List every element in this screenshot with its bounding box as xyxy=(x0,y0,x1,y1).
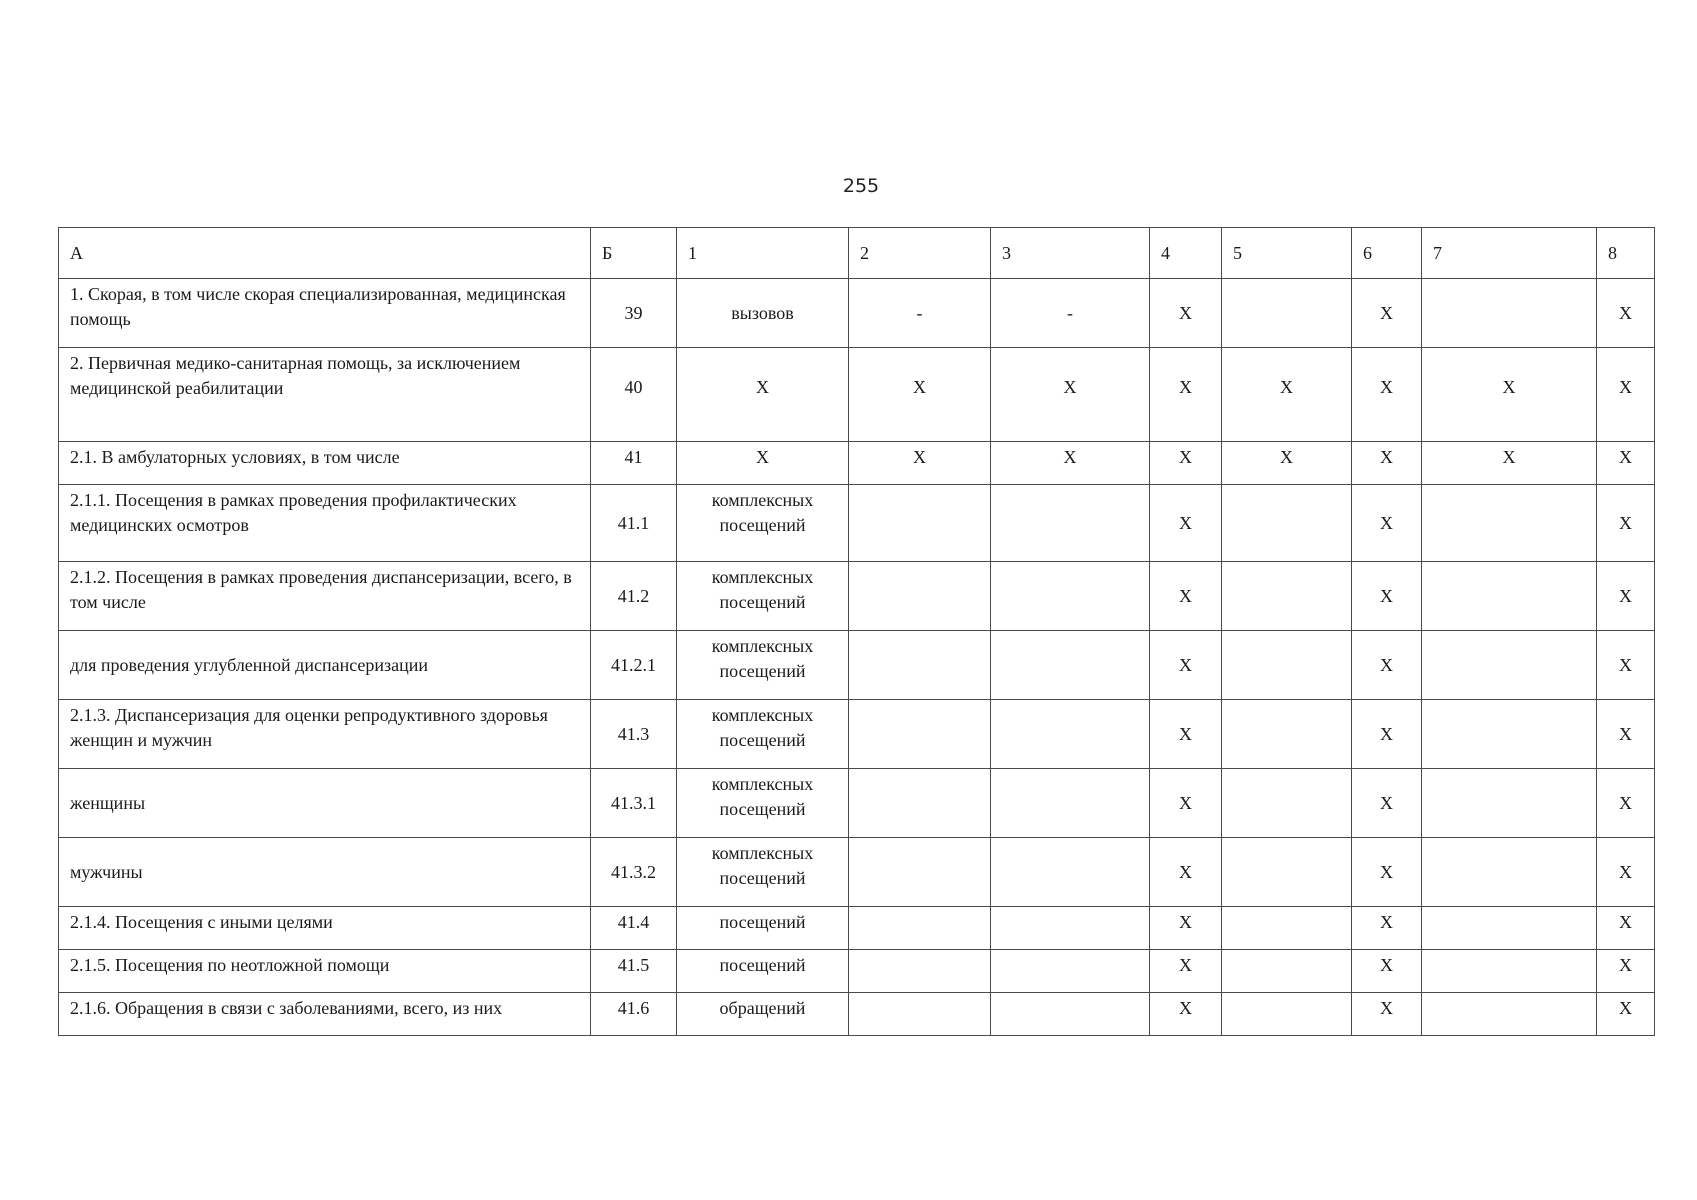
cell-col-4: X xyxy=(1150,950,1222,993)
cell-col-8: X xyxy=(1597,838,1655,907)
cell-col-7 xyxy=(1422,485,1597,562)
cell-col-5 xyxy=(1222,485,1352,562)
table-row xyxy=(59,993,1655,1036)
cell-col-6: X xyxy=(1352,950,1422,993)
row-unit: комплексных посещений xyxy=(677,700,849,769)
row-unit: комплексных посещений xyxy=(677,838,849,907)
table-row xyxy=(59,769,1655,838)
row-unit: посещений xyxy=(677,950,849,993)
cell-col-6: X xyxy=(1352,907,1422,950)
cell-col-7 xyxy=(1422,631,1597,700)
cell-col-8: X xyxy=(1597,907,1655,950)
cell-col-4: X xyxy=(1150,562,1222,631)
header-cell-2: 2 xyxy=(849,228,991,279)
cell-col-2 xyxy=(849,485,991,562)
table-row xyxy=(59,279,1655,348)
table-row xyxy=(59,631,1655,700)
cell-col-8: X xyxy=(1597,993,1655,1036)
table-row xyxy=(59,562,1655,631)
cell-col-4: X xyxy=(1150,838,1222,907)
header-cell-5: 5 xyxy=(1222,228,1352,279)
cell-col-5 xyxy=(1222,562,1352,631)
cell-col-6: X xyxy=(1352,562,1422,631)
row-name: 2.1.3. Диспансеризация для оценки репродуктивного здоровья женщин и мужчин xyxy=(59,700,591,769)
table-row xyxy=(59,442,1655,485)
cell-col-5 xyxy=(1222,993,1352,1036)
cell-col-4: X xyxy=(1150,279,1222,348)
cell-col-8: X xyxy=(1597,631,1655,700)
table-row xyxy=(59,907,1655,950)
cell-col-4: X xyxy=(1150,348,1222,442)
cell-col-5 xyxy=(1222,279,1352,348)
header-cell-4: 4 xyxy=(1150,228,1222,279)
row-unit: комплексных посещений xyxy=(677,485,849,562)
cell-col-3: - xyxy=(991,279,1150,348)
cell-col-2: X xyxy=(849,442,991,485)
row-name: 2.1. В амбулаторных условиях, в том числе xyxy=(59,442,591,485)
cell-col-2 xyxy=(849,769,991,838)
row-unit: посещений xyxy=(677,907,849,950)
cell-col-4: X xyxy=(1150,631,1222,700)
cell-col-3 xyxy=(991,993,1150,1036)
table-row xyxy=(59,838,1655,907)
row-name: для проведения углубленной диспансеризации xyxy=(59,631,591,700)
row-name: 2.1.6. Обращения в связи с заболеваниями, всего, из них xyxy=(59,993,591,1036)
row-name: женщины xyxy=(59,769,591,838)
header-cell-8: 8 xyxy=(1597,228,1655,279)
row-code: 41 xyxy=(591,442,677,485)
cell-col-2 xyxy=(849,907,991,950)
cell-col-6: X xyxy=(1352,700,1422,769)
header-cell-a: А xyxy=(59,228,591,279)
row-code: 40 xyxy=(591,348,677,442)
cell-col-3: X xyxy=(991,442,1150,485)
cell-col-8: X xyxy=(1597,700,1655,769)
cell-col-5 xyxy=(1222,700,1352,769)
row-name: мужчины xyxy=(59,838,591,907)
cell-col-8: X xyxy=(1597,442,1655,485)
row-code: 41.2 xyxy=(591,562,677,631)
row-name: 1. Скорая, в том числе скорая специализированная, медицинская помощь xyxy=(59,279,591,348)
cell-col-2 xyxy=(849,838,991,907)
row-code: 41.3.1 xyxy=(591,769,677,838)
header-cell-7: 7 xyxy=(1422,228,1597,279)
cell-col-2 xyxy=(849,631,991,700)
cell-col-8: X xyxy=(1597,485,1655,562)
cell-col-5 xyxy=(1222,631,1352,700)
cell-col-5 xyxy=(1222,950,1352,993)
cell-col-6: X xyxy=(1352,485,1422,562)
cell-col-3 xyxy=(991,950,1150,993)
cell-col-8: X xyxy=(1597,279,1655,348)
cell-col-7 xyxy=(1422,279,1597,348)
cell-col-3 xyxy=(991,485,1150,562)
cell-col-7: X xyxy=(1422,348,1597,442)
row-unit: вызовов xyxy=(677,279,849,348)
row-name: 2.1.1. Посещения в рамках проведения профилактических медицинских осмотров xyxy=(59,485,591,562)
cell-col-6: X xyxy=(1352,838,1422,907)
table-header-row xyxy=(59,228,1655,279)
row-name: 2.1.5. Посещения по неотложной помощи xyxy=(59,950,591,993)
cell-col-8: X xyxy=(1597,769,1655,838)
row-unit: комплексных посещений xyxy=(677,769,849,838)
row-unit: комплексных посещений xyxy=(677,562,849,631)
row-code: 41.4 xyxy=(591,907,677,950)
header-cell-6: 6 xyxy=(1352,228,1422,279)
cell-col-7 xyxy=(1422,907,1597,950)
header-cell-1: 1 xyxy=(677,228,849,279)
row-code: 41.1 xyxy=(591,485,677,562)
cell-col-7: X xyxy=(1422,442,1597,485)
cell-col-7 xyxy=(1422,562,1597,631)
row-code: 41.3.2 xyxy=(591,838,677,907)
cell-col-3 xyxy=(991,700,1150,769)
cell-col-8: X xyxy=(1597,348,1655,442)
cell-col-3 xyxy=(991,769,1150,838)
row-name: 2.1.4. Посещения с иными целями xyxy=(59,907,591,950)
cell-col-3 xyxy=(991,907,1150,950)
cell-col-7 xyxy=(1422,993,1597,1036)
cell-col-2 xyxy=(849,993,991,1036)
data-table xyxy=(58,227,1655,1036)
cell-col-4: X xyxy=(1150,700,1222,769)
cell-col-2 xyxy=(849,700,991,769)
row-name: 2. Первичная медико-санитарная помощь, за исключением медицинской реабилитации xyxy=(59,348,591,442)
cell-col-6: X xyxy=(1352,993,1422,1036)
cell-col-8: X xyxy=(1597,562,1655,631)
cell-col-3 xyxy=(991,631,1150,700)
cell-col-8: X xyxy=(1597,950,1655,993)
cell-col-2 xyxy=(849,950,991,993)
table-row xyxy=(59,348,1655,442)
cell-col-5 xyxy=(1222,907,1352,950)
cell-col-2: - xyxy=(849,279,991,348)
table-row xyxy=(59,700,1655,769)
row-name: 2.1.2. Посещения в рамках проведения диспансеризации, всего, в том числе xyxy=(59,562,591,631)
cell-col-5 xyxy=(1222,769,1352,838)
table-row xyxy=(59,485,1655,562)
cell-col-5: X xyxy=(1222,348,1352,442)
row-unit: комплексных посещений xyxy=(677,631,849,700)
cell-col-7 xyxy=(1422,700,1597,769)
row-code: 41.2.1 xyxy=(591,631,677,700)
cell-col-7 xyxy=(1422,769,1597,838)
cell-col-4: X xyxy=(1150,485,1222,562)
table-body xyxy=(59,228,1655,1036)
cell-col-5 xyxy=(1222,838,1352,907)
cell-col-4: X xyxy=(1150,442,1222,485)
page-number: 255 xyxy=(842,175,880,197)
row-unit: обращений xyxy=(677,993,849,1036)
cell-col-7 xyxy=(1422,950,1597,993)
cell-col-4: X xyxy=(1150,769,1222,838)
cell-col-3: X xyxy=(991,348,1150,442)
cell-col-2 xyxy=(849,562,991,631)
cell-col-6: X xyxy=(1352,279,1422,348)
table-row xyxy=(59,950,1655,993)
cell-col-6: X xyxy=(1352,631,1422,700)
row-code: 41.3 xyxy=(591,700,677,769)
cell-col-3 xyxy=(991,562,1150,631)
row-code: 41.6 xyxy=(591,993,677,1036)
row-code: 39 xyxy=(591,279,677,348)
cell-col-7 xyxy=(1422,838,1597,907)
row-unit: X xyxy=(677,442,849,485)
row-code: 41.5 xyxy=(591,950,677,993)
cell-col-6: X xyxy=(1352,769,1422,838)
cell-col-5: X xyxy=(1222,442,1352,485)
cell-col-3 xyxy=(991,838,1150,907)
cell-col-6: X xyxy=(1352,442,1422,485)
cell-col-4: X xyxy=(1150,907,1222,950)
header-cell-b: Б xyxy=(591,228,677,279)
cell-col-4: X xyxy=(1150,993,1222,1036)
cell-col-6: X xyxy=(1352,348,1422,442)
row-unit: X xyxy=(677,348,849,442)
cell-col-2: X xyxy=(849,348,991,442)
header-cell-3: 3 xyxy=(991,228,1150,279)
